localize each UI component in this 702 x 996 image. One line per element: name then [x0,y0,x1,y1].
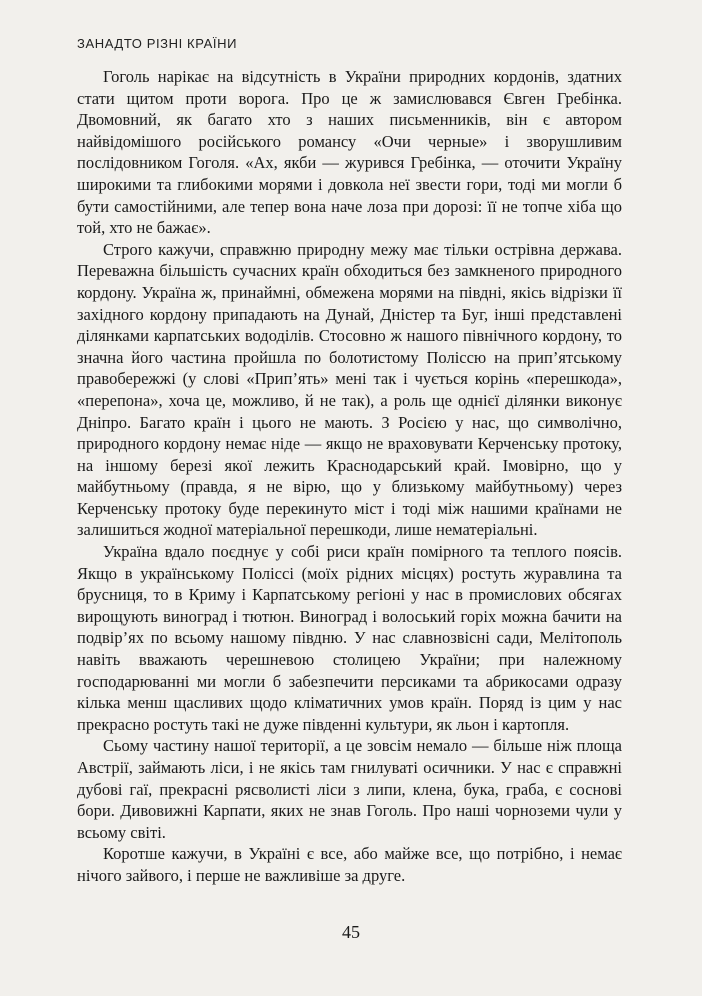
paragraph: Сьому частину нашої території, а це зовсім немало — більше ніж площа Австрії, займають ліси, і не якісь там гнилуваті осичники. У нас є справжні дубові гаї, прекрасні рясволисті ліси з липи, клена, бука, граба, є соснові бори. Дивовижні Карпати, яких не знав Гоголь. Про наші чорноземи чули у всьому світі. [77,736,622,842]
paragraph: Коротше кажучи, в Україні є все, або майже все, що потрібно, і немає нічого зайвого, і перше не важливіше за друге. [77,844,622,885]
paragraph: Україна вдало поєднує у собі риси країн помірного та теплого поясів. Якщо в українському Поліссі (моїх рідних місцях) ростуть журавлина та брусниця, то в Криму і Карпатському регіоні у нас в промислових обсягах вирощують виноград і тютюн. Виноград і волоський горіх можна бачити на подвір’ях по всьому нашому півдню. У нас славнозвісні сади, Мелітополь навіть вважають черешневою столицею України; при належному господарюванні ми могли б забезпечити персиками та абрикосами одразу кілька менш щасливих щодо кліматичних умов країн. Поряд із цим у нас прекрасно ростуть такі не дуже південні культури, як льон і картопля. [77,542,622,734]
paragraph: Строго кажучи, справжню природну межу має тільки острівна держава. Переважна більшість сучасних країн обходиться без замкненого природного кордону. Україна ж, принаймні, обмежена морями на півдні, якісь відрізки її західного кордону припадають на Дунай, Дністер та Буг, інші представлені ділянками карпатських вододілів. Стосовно ж нашого північного кордону, то значна його частина пройшла по болотистому Поліссю на прип’ятському правобережжі (у слові «Прип’ять» мені так і чується корінь «перешкода», «перепона», хоча це, можливо, й не так), а роль ще однієї ділянки виконує Дніпро. Багато країн і цього не мають. З Росією у нас, що символічно, природного кордону немає ніде — якщо не враховувати Керченську протоку, на іншому березі якої лежить Краснодарський край. Імовірно, що у майбутньому (правда, я не вірю, що у близькому майбутньому) через Керченську протоку буде перекинуто міст і тоді між нашими країнами не залишиться жодної матеріальної перешкоди, лише нематеріальні. [77,239,622,540]
running-header: ЗАНАДТО РІЗНІ КРАЇНИ [77,36,238,51]
paragraph: Гоголь нарікає на відсутність в України природних кордонів, здатних стати щитом проти ворога. Про це ж замислювався Євген Гребінка. Двомовний, як багато хто з наших письменників, він є автором найвідомішого російського романсу «Очи черные» і зворушливим послідовником Гоголя. «Ах, якби — журився Гребінка, — оточити Україну широкими та глибокими морями і довкола неї звести гори, тоді ми могли б бути самостійними, але тепер вона наче лоза при дорозі: її не топче хіба що той, хто не бажає». [77,67,622,238]
page-number: 45 [342,922,360,942]
body-text [77,66,622,887]
